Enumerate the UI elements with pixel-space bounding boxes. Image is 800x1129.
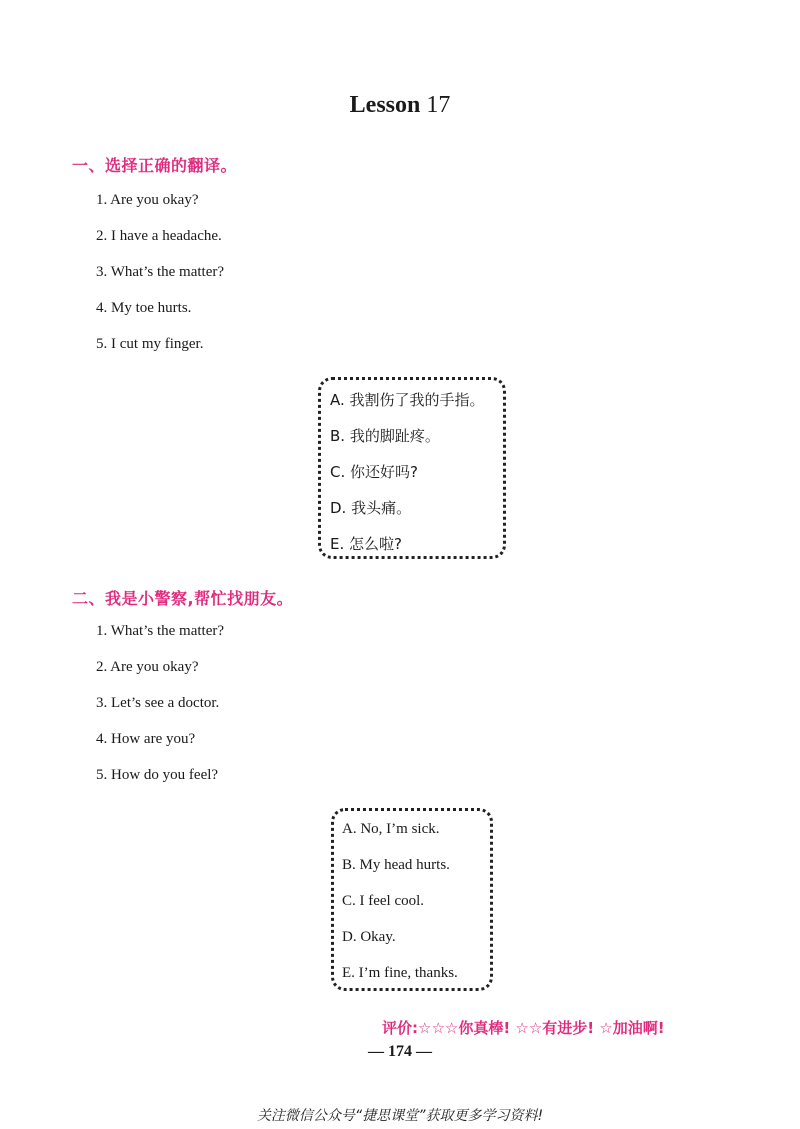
s2-option-d: D. Okay. bbox=[342, 929, 396, 945]
s2-question-2: 2. Are you okay? bbox=[96, 659, 199, 675]
s1-question-5: 5. I cut my finger. bbox=[96, 336, 204, 352]
s2-question-5: 5. How do you feel? bbox=[96, 767, 219, 783]
s1-option-c: C. 你还好吗? bbox=[330, 463, 418, 481]
s2-question-3: 3. Let’s see a doctor. bbox=[96, 695, 220, 711]
s1-question-1: 1. Are you okay? bbox=[96, 192, 199, 208]
s1-question-3: 3. What’s the matter? bbox=[96, 264, 225, 280]
s2-option-a: A. No, I’m sick. bbox=[342, 821, 440, 837]
s1-question-2: 2. I have a headache. bbox=[96, 228, 222, 244]
s1-option-a: A. 我割伤了我的手指。 bbox=[330, 391, 485, 409]
evaluation-line: 评价:☆☆☆你真棒! ☆☆有进步! ☆加油啊! bbox=[382, 1019, 665, 1037]
s1-option-d: D. 我头痛。 bbox=[330, 499, 412, 517]
s2-question-1: 1. What’s the matter? bbox=[96, 623, 225, 639]
lesson-number: 17 bbox=[426, 92, 451, 118]
footer-note: 关注微信公众号“捷思课堂”获取更多学习资料! bbox=[256, 1108, 544, 1124]
s1-option-b: B. 我的脚趾疼。 bbox=[330, 427, 440, 445]
s1-question-4: 4. My toe hurts. bbox=[96, 300, 192, 316]
section1-heading: 一、选择正确的翻译。 bbox=[72, 156, 238, 175]
page-title bbox=[0, 92, 800, 119]
section2-heading: 二、我是小警察,帮忙找朋友。 bbox=[72, 589, 294, 608]
s1-option-e: E. 怎么啦? bbox=[330, 535, 402, 553]
s2-option-e: E. I’m fine, thanks. bbox=[342, 965, 458, 981]
s2-question-4: 4. How are you? bbox=[96, 731, 196, 747]
s2-option-c: C. I feel cool. bbox=[342, 893, 425, 909]
s2-option-b: B. My head hurts. bbox=[342, 857, 450, 873]
page-number: — 174 — bbox=[368, 1043, 432, 1060]
lesson-word: Lesson bbox=[349, 92, 421, 118]
